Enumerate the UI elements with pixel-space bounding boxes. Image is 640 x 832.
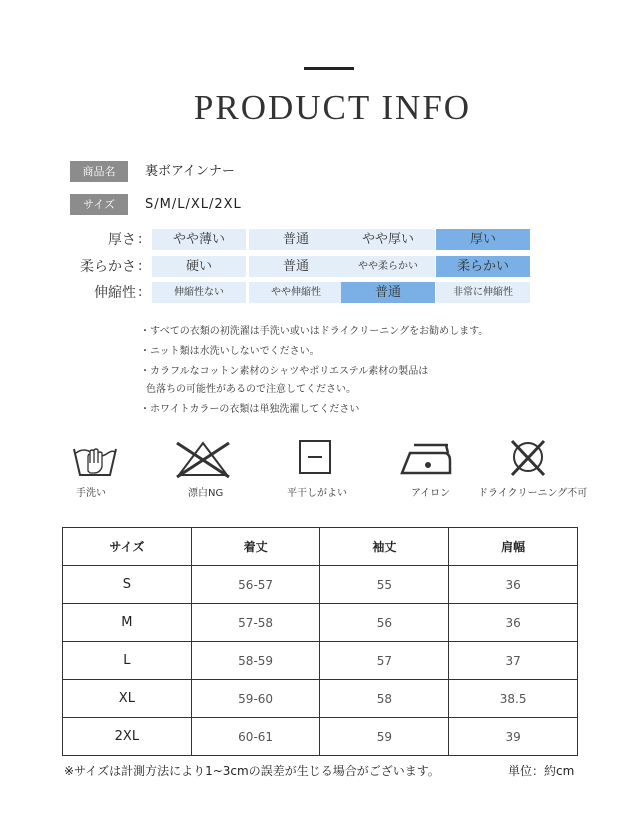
measurement-note: ※サイズは計測方法により1~3cmの誤差が生じる場合がございます。 [64,764,440,778]
table-cell: 58-59 [191,642,320,680]
table-header: サイズ [63,528,192,566]
size-table [62,527,578,756]
table-cell: 59 [320,718,449,756]
table-header: 袖丈 [320,528,449,566]
table-cell: 57-58 [191,604,320,642]
table-cell: M [63,604,192,642]
scale-option: 伸縮性ない [152,282,246,303]
dry-clean-icon [506,437,556,481]
icon-caption: 平干しがよい [287,488,347,499]
scale-option: 普通 [249,229,343,250]
table-cell: 59-60 [191,680,320,718]
scale-colon: : [138,232,143,247]
scale-colon: : [138,259,143,274]
scale-colon: : [138,285,143,300]
table-cell: 36 [449,604,578,642]
scale-label: 柔らかさ [80,259,136,275]
table-cell: 36 [449,566,578,604]
stretch-scale [60,282,540,304]
table-cell: XL [63,680,192,718]
flat-dry-icon [298,437,348,481]
table-cell: 56 [320,604,449,642]
scale-option: 非常に伸縮性 [436,282,530,303]
hand-wash-icon [70,437,120,481]
scale-option: やや柔らかい [341,256,435,277]
scale-option-selected: 普通 [341,282,435,303]
icon-caption: ドライクリーニング不可 [478,488,588,499]
table-cell: 57 [320,642,449,680]
title-rule [304,67,354,70]
product-name-label: 商品名 [70,161,128,182]
size-value: S/M/L/XL/2XL [145,197,242,212]
table-cell: 39 [449,718,578,756]
table-row [63,642,578,680]
table-cell: L [63,642,192,680]
care-note: ・ニット類は水洗いしないでください。 [140,346,320,357]
care-notes [140,322,600,420]
scale-option-selected: 柔らかい [436,256,530,277]
table-cell: 60-61 [191,718,320,756]
product-name-value: 裏ボアインナー [145,164,235,179]
scale-option: やや薄い [152,229,246,250]
table-row [63,566,578,604]
page-title: PRODUCT INFO [193,88,472,127]
care-note: ・カラフルなコットン素材のシャツやポリエステル素材の製品は [140,366,429,377]
scale-option: やや厚い [341,229,435,250]
scale-label: 伸縮性 [94,285,136,301]
care-note: ・ホワイトカラーの衣類は単独洗濯してください [140,404,360,415]
table-row [63,604,578,642]
table-cell: S [63,566,192,604]
table-header-row [63,528,578,566]
table-row [63,680,578,718]
table-header: 肩幅 [449,528,578,566]
table-cell: 55 [320,566,449,604]
table-row [63,718,578,756]
care-note: ・すべての衣類の初洗濯は手洗い或いはドライクリーニングをお勧めします。 [140,326,489,337]
softness-scale [60,256,540,278]
size-label: サイズ [70,194,128,215]
scale-label: 厚さ [108,232,136,248]
table-cell: 56-57 [191,566,320,604]
icon-caption: アイロン [411,488,451,499]
table-cell: 37 [449,642,578,680]
table-cell: 2XL [63,718,192,756]
table-header: 着丈 [191,528,320,566]
scale-option-selected: 厚い [436,229,530,250]
scale-option: 硬い [152,256,246,277]
table-cell: 58 [320,680,449,718]
icon-caption: 手洗い [76,488,106,499]
care-note: 色落ちの可能性があるので注意してください。 [146,384,356,395]
icon-caption: 漂白NG [188,488,224,499]
table-cell: 38.5 [449,680,578,718]
scale-option: やや伸縮性 [249,282,343,303]
thickness-scale [60,229,540,251]
scale-option: 普通 [249,256,343,277]
iron-icon [400,437,450,481]
no-bleach-icon [175,437,225,481]
unit-note: 単位：約cm [508,764,575,778]
